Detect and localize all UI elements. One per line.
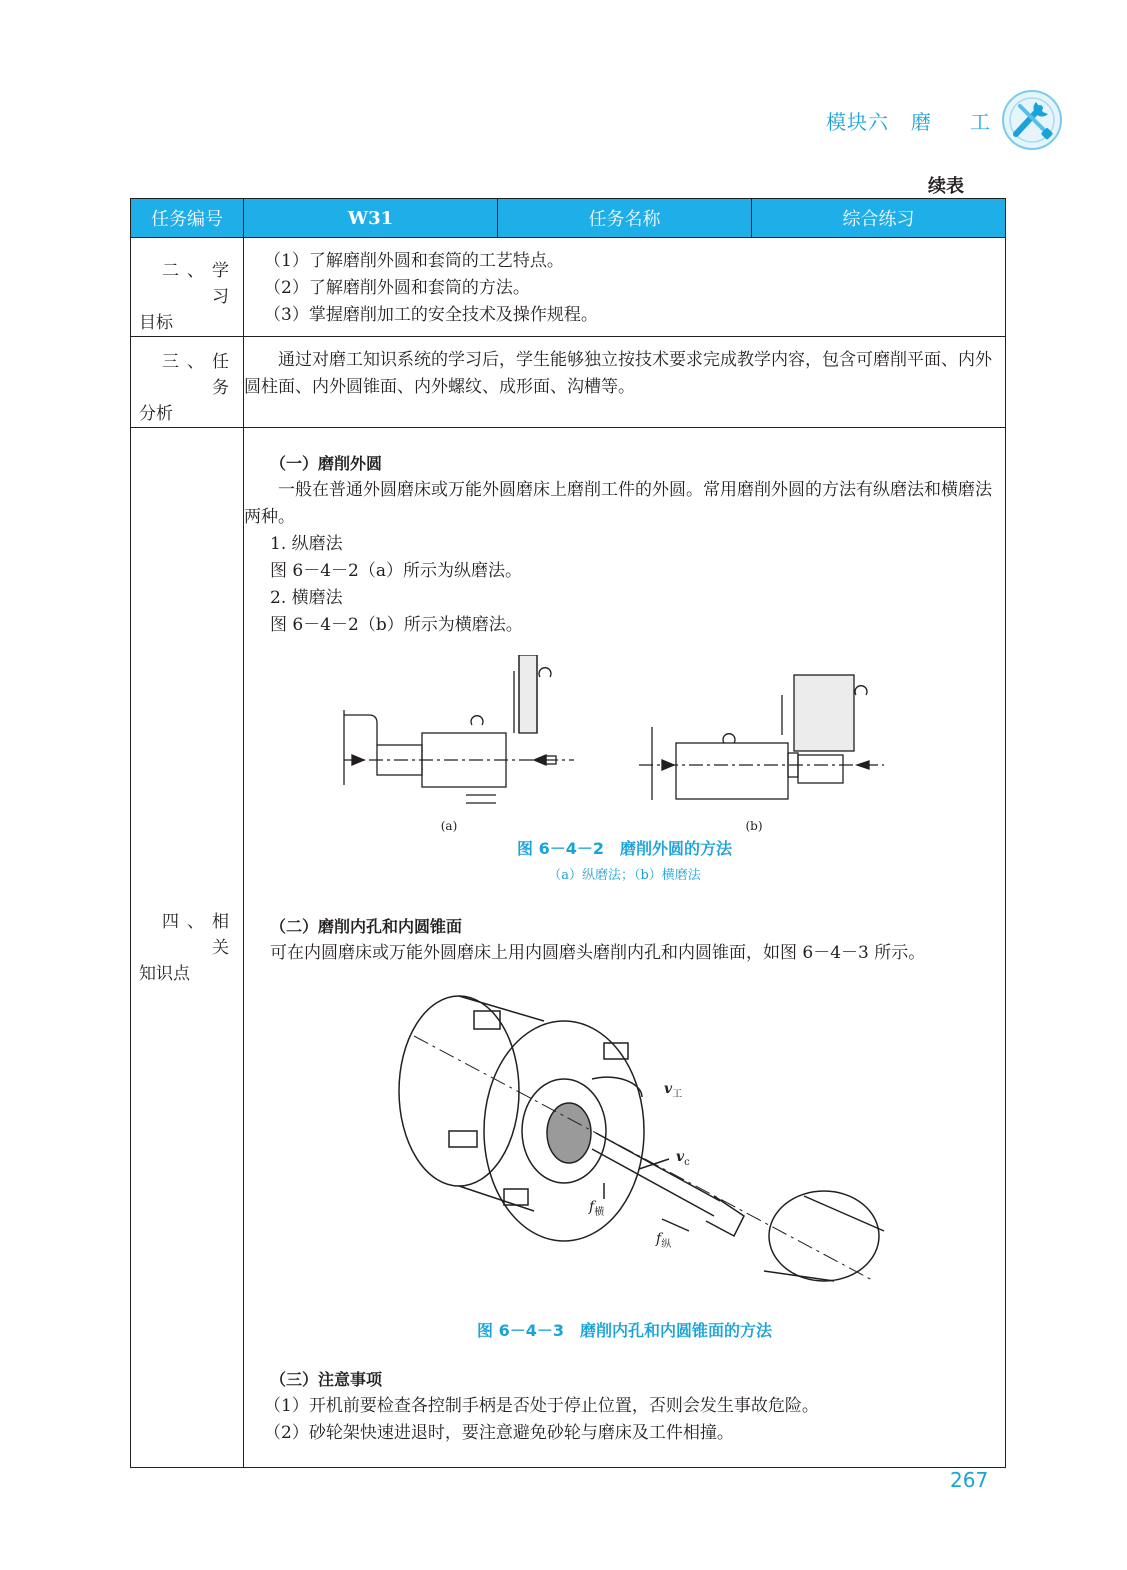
velocity-cut-subscript: c (684, 1157, 690, 1168)
svg-text:f横 (588, 1199, 604, 1218)
objectives-row (131, 238, 1006, 337)
velocity-cut-label: v (676, 1149, 685, 1165)
figure-internal-grinding (244, 981, 994, 1311)
figure-external-grinding (244, 655, 994, 835)
analysis-label: 三、任务 分析 (131, 337, 244, 428)
section-title-precautions: （三）注意事项 (270, 1370, 383, 1389)
analysis-content (244, 337, 1006, 428)
note-item: （2）砂轮架快速进退时，要注意避免砂轮与磨床及工件相撞。 (264, 1423, 734, 1443)
section-title-external-grinding: （一）磨削外圆 (270, 454, 383, 473)
velocity-work-label: v (664, 1081, 673, 1097)
figure-label-a: (a) (440, 819, 458, 833)
objective-item: （3）掌握磨削加工的安全技术及操作规程。 (264, 305, 598, 325)
knowledge-row (131, 428, 1006, 1468)
wrench-screwdriver-icon (1000, 88, 1064, 152)
svg-text:f纵 (655, 1231, 671, 1250)
module-label: 模块六 (826, 110, 889, 134)
list-item: 1. 纵磨法 (270, 534, 343, 554)
svg-text:v工 (664, 1081, 682, 1100)
objective-item: （1）了解磨削外圆和套筒的工艺特点。 (264, 251, 564, 271)
section-text: 可在内圆磨床或万能外圆磨床上用内圆磨头磨削内孔和内圆锥面，如图 6－4－3 所示。 (270, 943, 926, 963)
svg-text:vc (676, 1149, 690, 1168)
feed-long-subscript: 纵 (661, 1239, 672, 1250)
figure-caption: 图 6－4－3 磨削内孔和内圆锥面的方法 (477, 1321, 772, 1340)
module-title-char1: 磨 (911, 110, 932, 134)
task-table (130, 198, 1006, 1468)
list-item-text: 图 6－4－2（a）所示为纵磨法。 (270, 561, 522, 581)
figure-label-b: (b) (745, 819, 763, 833)
figure-caption: 图 6－4－2 磨削外圆的方法 (517, 839, 732, 858)
knowledge-label: 四、相关 知识点 (131, 428, 244, 1468)
task-number-label: 任务编号 (131, 199, 244, 238)
note-item: （1）开机前要检查各控制手柄是否处于停止位置，否则会发生事故危险。 (264, 1396, 819, 1416)
feed-cross-subscript: 横 (594, 1207, 605, 1218)
running-header (826, 106, 991, 135)
section-text: 一般在普通外圆磨床或万能外圆磨床上磨削工件的外圆。常用磨削外圆的方法有纵磨法和横磨法两种。 (244, 480, 992, 527)
velocity-work-subscript: 工 (672, 1089, 683, 1100)
objective-item: （2）了解磨削外圆和套筒的方法。 (264, 278, 530, 298)
task-name-label: 任务名称 (498, 199, 752, 238)
knowledge-content (244, 428, 1006, 1468)
feed-cross-label: f (589, 1199, 595, 1215)
section-title-internal-grinding: （二）磨削内孔和内圆锥面 (270, 917, 463, 936)
list-item-text: 图 6－4－2（b）所示为横磨法。 (270, 615, 523, 635)
continued-table-label: 续表 (928, 176, 964, 197)
feed-long-label: f (656, 1231, 662, 1247)
objectives-content (244, 238, 1006, 337)
module-title-char2: 工 (970, 110, 991, 134)
figure-subcaption: （a）纵磨法；（b）横磨法 (548, 868, 701, 883)
table-header-row (131, 199, 1006, 238)
objectives-label: 二、学习 目标 (131, 238, 244, 337)
task-name-value: 综合练习 (752, 199, 1006, 238)
list-item: 2. 横磨法 (270, 588, 343, 608)
analysis-text: 通过对磨工知识系统的学习后，学生能够独立按技术要求完成教学内容，包含可磨削平面、内外圆柱面、内外圆锥面、内外螺纹、成形面、沟槽等。 (244, 350, 992, 397)
analysis-row (131, 337, 1006, 428)
page-number: 267 (950, 1468, 989, 1492)
task-number-value: W31 (244, 199, 498, 238)
